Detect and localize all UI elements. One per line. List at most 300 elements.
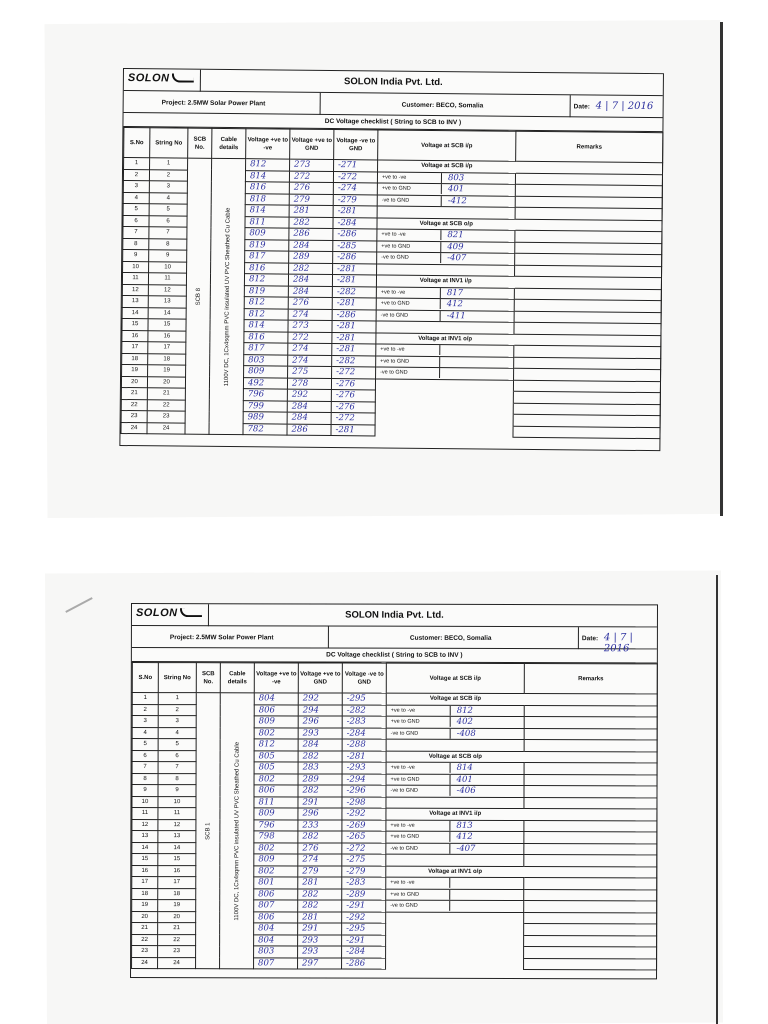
voltage-pos-gnd: 275: [288, 366, 332, 378]
voltage-pos-neg: 817: [245, 251, 289, 263]
serial-no: 19: [132, 900, 158, 912]
serial-no: 1: [124, 158, 150, 170]
measurement-pair: [386, 786, 523, 796]
measurement-cell: [386, 877, 524, 889]
serial-no: 23: [121, 410, 147, 422]
measurement-value: -408: [456, 728, 476, 739]
column-header: Voltage +ve to GND: [298, 663, 342, 693]
voltage-neg-gnd: -293: [342, 762, 386, 774]
string-no: 5: [149, 204, 187, 216]
string-no: 8: [149, 238, 187, 250]
remarks-cell: [524, 832, 657, 844]
measurement-label: +ve to -ve: [378, 172, 442, 183]
measurement-value: 401: [447, 184, 465, 195]
string-no: 17: [158, 877, 196, 889]
measurement-cell: [377, 252, 515, 265]
cable-details-cell: [220, 693, 255, 969]
checklist-title: DC Voltage checklist ( String to SCB to INV ): [324, 117, 462, 127]
remarks-cell: [524, 717, 657, 729]
remarks-cell: [524, 786, 657, 798]
column-header: Cable details: [212, 128, 246, 158]
voltage-neg-gnd: -281: [333, 263, 377, 275]
string-no: 12: [148, 284, 186, 296]
measurement-cell: [377, 171, 515, 184]
string-no: 14: [148, 307, 186, 319]
voltage-neg-gnd: -279: [333, 194, 377, 206]
checklist-title-row: [132, 648, 657, 663]
string-no: 23: [158, 946, 196, 958]
remarks-cell: [524, 947, 657, 959]
measurement-pair: [386, 832, 523, 842]
voltage-pos-gnd: 281: [298, 911, 342, 923]
section-title: Voltage at SCB o/p: [386, 751, 524, 763]
measurement-pair: [387, 717, 524, 727]
string-no: 8: [158, 773, 196, 785]
string-no: 6: [158, 750, 196, 762]
serial-no: 9: [132, 785, 158, 797]
string-no: 12: [158, 819, 196, 831]
empty-cell: [386, 739, 524, 751]
voltage-neg-gnd: -288: [342, 739, 386, 751]
section-title: Voltage at INV1 o/p: [376, 332, 514, 345]
voltage-pos-gnd: 293: [298, 934, 342, 946]
voltage-pos-neg: 804: [254, 693, 298, 705]
measurement-value: 803: [447, 172, 465, 184]
empty-cell: [386, 912, 524, 924]
voltage-pos-neg: 782: [243, 423, 287, 435]
voltage-neg-gnd: -281: [332, 321, 376, 333]
voltage-neg-gnd: -281: [332, 344, 376, 356]
measurement-label: -ve to GND: [377, 310, 441, 321]
remarks-cell: [524, 751, 657, 763]
voltage-neg-gnd: -283: [342, 877, 386, 889]
measurement-cell: [377, 194, 515, 207]
column-header: Voltage at SCB i/p: [378, 130, 516, 161]
remarks-cell: [524, 878, 657, 890]
voltage-neg-gnd: -276: [331, 401, 375, 413]
remarks-cell: [524, 843, 657, 855]
serial-no: 14: [122, 307, 148, 319]
column-header: SCB No.: [188, 128, 212, 158]
string-no: 24: [158, 957, 196, 969]
checklist-sheet-scb8: [119, 68, 664, 451]
voltage-pos-gnd: 284: [289, 240, 333, 252]
string-no: 4: [158, 727, 196, 739]
voltage-neg-gnd: -286: [333, 252, 377, 264]
column-header: Remarks: [524, 664, 657, 694]
measurement-value: -411: [446, 310, 466, 322]
measurement-value: 813: [456, 820, 473, 831]
section-title: Voltage at SCB i/p: [378, 160, 516, 173]
remarks-cell: [524, 901, 657, 913]
measurement-value: -407: [447, 253, 467, 264]
voltage-pos-neg: 804: [254, 923, 298, 935]
string-no: 7: [158, 762, 196, 774]
remarks-cell: [513, 426, 660, 439]
voltage-pos-gnd: 276: [289, 182, 333, 194]
cable-details-cell: [209, 158, 246, 434]
voltage-pos-gnd: 293: [298, 946, 342, 958]
voltage-pos-gnd: 291: [298, 796, 342, 808]
voltage-pos-gnd: 274: [288, 343, 332, 355]
serial-no: 11: [122, 273, 148, 285]
string-no: 16: [148, 330, 186, 342]
voltage-pos-neg: 812: [244, 297, 288, 309]
serial-no: 18: [132, 888, 158, 900]
measurement-label: +ve to -ve: [377, 287, 441, 298]
measurement-cell: [386, 831, 524, 843]
string-no: 4: [149, 192, 187, 204]
serial-no: 8: [132, 773, 158, 785]
voltage-pos-gnd: 282: [289, 217, 333, 229]
voltage-pos-gnd: 279: [298, 865, 342, 877]
voltage-pos-gnd: 274: [288, 355, 332, 367]
measurement-cell: [386, 820, 524, 832]
voltage-pos-gnd: 296: [298, 808, 342, 820]
voltage-pos-gnd: 284: [288, 274, 332, 286]
voltage-pos-neg: 812: [244, 308, 288, 320]
voltage-pos-gnd: 296: [298, 716, 342, 728]
string-no: 20: [147, 376, 185, 388]
scb-number: SCB 1: [204, 822, 211, 840]
serial-no: 13: [132, 831, 158, 843]
measurement-label: +ve to -ve: [376, 345, 440, 356]
measurement-cell: [377, 183, 515, 196]
voltage-pos-neg: 802: [254, 865, 298, 877]
measurement-cell: [386, 728, 524, 740]
company-header: [132, 604, 657, 627]
measurement-label: +ve to GND: [386, 832, 450, 842]
serial-no: 2: [132, 704, 158, 716]
empty-cell: [386, 923, 524, 935]
company-name: SOLON India Pvt. Ltd.: [345, 609, 444, 621]
measurement-pair: [386, 901, 523, 911]
voltage-neg-gnd: -276: [331, 378, 375, 390]
voltage-pos-gnd: 233: [298, 819, 342, 831]
empty-cell: [386, 797, 524, 809]
voltage-pos-gnd: 286: [289, 228, 333, 240]
section-title: Voltage at SCB o/p: [377, 217, 515, 230]
voltage-pos-gnd: 273: [288, 320, 332, 332]
measurement-cell: [386, 762, 524, 774]
voltage-pos-neg: 989: [243, 412, 287, 424]
measurement-label: +ve to GND: [387, 717, 451, 727]
measurement-pair: [377, 253, 514, 264]
voltage-pos-neg: 801: [254, 877, 298, 889]
voltage-pos-gnd: 281: [298, 877, 342, 889]
measurement-pair: [378, 195, 515, 206]
measurement-cell: [376, 344, 514, 357]
voltage-pos-gnd: 279: [289, 194, 333, 206]
string-no: 19: [148, 365, 186, 377]
voltage-pos-gnd: 282: [298, 888, 342, 900]
remarks-cell: [524, 763, 657, 775]
column-header: SCB No.: [196, 663, 220, 693]
measurement-cell: [376, 309, 514, 322]
section-title: Voltage at SCB i/p: [386, 693, 524, 705]
serial-no: 4: [123, 192, 149, 204]
voltage-neg-gnd: -286: [333, 229, 377, 241]
measurement-label: -ve to GND: [377, 253, 441, 264]
measurement-pair: [377, 241, 514, 252]
divider: [570, 95, 571, 117]
string-no: 10: [158, 796, 196, 808]
voltage-pos-gnd: 276: [288, 297, 332, 309]
voltage-pos-gnd: 282: [289, 263, 333, 275]
voltage-pos-neg: 818: [245, 193, 289, 205]
string-no: 18: [158, 888, 196, 900]
measurement-pair: [387, 763, 524, 773]
remarks-cell: [524, 774, 657, 786]
date-label: Date:: [573, 103, 590, 111]
voltage-neg-gnd: -281: [342, 751, 386, 763]
measurement-label: +ve to -ve: [387, 763, 451, 773]
voltage-neg-gnd: -279: [342, 866, 386, 878]
column-header: S.No: [124, 128, 150, 158]
voltage-neg-gnd: -281: [332, 275, 376, 287]
measurement-value: [450, 901, 523, 911]
measurement-pair: [377, 310, 514, 321]
measurement-value: -407: [456, 843, 476, 854]
serial-no: 22: [121, 399, 147, 411]
voltage-neg-gnd: -289: [342, 889, 386, 901]
voltage-pos-neg: 817: [244, 343, 288, 355]
serial-no: 1: [132, 693, 158, 705]
serial-no: 15: [122, 319, 148, 331]
voltage-neg-gnd: -285: [333, 240, 377, 252]
voltage-neg-gnd: -282: [342, 705, 386, 717]
voltage-pos-gnd: 272: [288, 332, 332, 344]
measurement-pair: [386, 843, 523, 853]
measurement-value: 402: [456, 717, 473, 728]
voltage-neg-gnd: -295: [342, 923, 386, 935]
measurement-cell: [386, 785, 524, 797]
customer-name: Customer: BECO, Somalia: [409, 634, 492, 642]
measurement-label: -ve to GND: [386, 843, 450, 853]
measurement-label: -ve to GND: [376, 368, 440, 379]
measurement-cell: [377, 229, 515, 242]
voltage-neg-gnd: -271: [334, 160, 378, 172]
voltage-neg-gnd: -284: [342, 728, 386, 740]
brand-name: SOLON: [135, 607, 178, 620]
serial-no: 8: [123, 238, 149, 250]
voltage-pos-neg: 492: [243, 377, 287, 389]
string-no: 22: [158, 934, 196, 946]
string-no: 15: [158, 854, 196, 866]
voltage-neg-gnd: -284: [333, 217, 377, 229]
voltage-pos-neg: 812: [254, 739, 298, 751]
measurement-cell: [377, 240, 515, 253]
voltage-neg-gnd: -275: [342, 854, 386, 866]
company-name: SOLON India Pvt. Ltd.: [343, 76, 443, 89]
measurement-label: +ve to GND: [376, 356, 440, 367]
voltage-pos-neg: 819: [245, 239, 289, 251]
serial-no: 3: [132, 716, 158, 728]
measurement-value: -406: [456, 786, 476, 797]
voltage-pos-neg: 807: [254, 900, 298, 912]
voltage-pos-neg: 819: [244, 285, 288, 297]
voltage-pos-neg: 796: [243, 389, 287, 401]
divider: [328, 627, 329, 649]
measurement-label: -ve to GND: [386, 786, 450, 796]
voltage-pos-gnd: 284: [287, 401, 331, 413]
string-no: 21: [158, 923, 196, 935]
column-header: Voltage +ve to -ve: [246, 129, 290, 159]
project-name: Project: 2.5MW Solar Power Plant: [161, 99, 266, 108]
voltage-neg-gnd: -292: [342, 808, 386, 820]
scb-number-cell: [196, 693, 221, 969]
voltage-neg-gnd: -281: [331, 424, 375, 436]
measurement-label: -ve to GND: [378, 195, 442, 206]
measurement-cell: [386, 889, 524, 901]
serial-no: 6: [123, 215, 149, 227]
serial-no: 11: [132, 808, 158, 820]
string-no: 11: [158, 808, 196, 820]
measurement-value: [450, 878, 523, 888]
measurement-pair: [376, 356, 513, 367]
remarks-cell: [524, 705, 657, 717]
remarks-cell: [524, 694, 657, 706]
measurement-value: 814: [456, 763, 473, 774]
column-header: S.No: [132, 663, 158, 693]
string-no: 23: [147, 411, 185, 423]
voltage-neg-gnd: -272: [342, 843, 386, 855]
measurement-pair: [376, 368, 513, 379]
measurement-pair: [387, 774, 524, 784]
measurement-cell: [376, 286, 514, 299]
measurement-pair: [377, 287, 514, 298]
serial-no: 9: [123, 250, 149, 262]
voltage-neg-gnd: -281: [332, 332, 376, 344]
measurement-cell: [386, 900, 524, 912]
voltage-pos-neg: 809: [254, 716, 298, 728]
voltage-pos-gnd: 282: [298, 900, 342, 912]
voltage-pos-neg: 812: [244, 274, 288, 286]
serial-no: 12: [122, 284, 148, 296]
measurement-pair: [378, 184, 515, 195]
measurement-value: 412: [456, 832, 473, 843]
measurement-pair: [378, 172, 515, 183]
measurement-label: -ve to GND: [387, 728, 451, 738]
voltage-pos-neg: 803: [244, 354, 288, 366]
section-title: Voltage at INV1 i/p: [376, 275, 514, 288]
voltage-pos-gnd: 286: [287, 424, 331, 436]
voltage-pos-neg: 796: [254, 819, 298, 831]
remarks-cell: [524, 740, 657, 752]
measurement-pair: [377, 230, 514, 241]
string-no: 3: [149, 181, 187, 193]
voltage-pos-neg: 809: [244, 366, 288, 378]
serial-no: 16: [132, 865, 158, 877]
measurement-value: -412: [447, 195, 467, 207]
voltage-pos-neg: 812: [246, 159, 290, 171]
serial-no: 4: [132, 727, 158, 739]
serial-no: 15: [132, 854, 158, 866]
column-header: String No: [158, 663, 196, 693]
voltage-pos-gnd: 293: [298, 727, 342, 739]
voltage-pos-gnd: 282: [298, 831, 342, 843]
date-label: Date:: [581, 635, 599, 643]
remarks-cell: [524, 889, 657, 901]
serial-no: 10: [123, 261, 149, 273]
serial-no: 2: [123, 169, 149, 181]
serial-no: 13: [122, 296, 148, 308]
scb-number: SCB 8: [195, 287, 202, 305]
string-no: 1: [150, 158, 188, 170]
remarks-cell: [524, 866, 657, 878]
voltage-pos-neg: 811: [245, 216, 289, 228]
string-no: 9: [149, 250, 187, 262]
voltage-neg-gnd: -276: [331, 390, 375, 402]
measurement-value: 812: [456, 705, 473, 716]
string-no: 21: [147, 388, 185, 400]
measurement-pair: [386, 878, 523, 888]
measurement-cell: [376, 367, 514, 380]
voltage-neg-gnd: -283: [342, 716, 386, 728]
voltage-pos-gnd: 273: [290, 159, 334, 171]
voltage-pos-gnd: 289: [289, 251, 333, 263]
column-header: Voltage -ve to GND: [334, 130, 378, 160]
voltage-neg-gnd: -292: [342, 912, 386, 924]
voltage-pos-gnd: 274: [288, 309, 332, 321]
serial-no: 7: [123, 227, 149, 239]
column-header: Voltage +ve to GND: [290, 129, 334, 159]
empty-cell: [386, 958, 524, 970]
string-no: 18: [148, 353, 186, 365]
serial-no: 14: [132, 842, 158, 854]
voltage-table: [131, 662, 658, 970]
remarks-cell: [524, 728, 657, 740]
string-no: 13: [148, 296, 186, 308]
voltage-neg-gnd: -291: [342, 935, 386, 947]
voltage-pos-neg: 809: [254, 854, 298, 866]
string-no: 9: [158, 785, 196, 797]
string-no: 16: [158, 865, 196, 877]
header-row: [132, 663, 657, 694]
string-no: 14: [158, 842, 196, 854]
remarks-cell: [524, 924, 657, 936]
measurement-label: +ve to -ve: [386, 820, 450, 830]
measurement-cell: [386, 774, 524, 786]
divider: [208, 604, 209, 626]
voltage-pos-gnd: 282: [298, 785, 342, 797]
measurement-value: [450, 890, 523, 900]
voltage-neg-gnd: -298: [342, 797, 386, 809]
voltage-neg-gnd: -282: [332, 286, 376, 298]
string-no: 6: [149, 215, 187, 227]
voltage-pos-gnd: 284: [287, 412, 331, 424]
remarks-cell: [524, 797, 657, 809]
remarks-cell: [524, 935, 657, 947]
voltage-neg-gnd: -296: [342, 785, 386, 797]
voltage-pos-gnd: 294: [298, 704, 342, 716]
column-header: Remarks: [516, 131, 663, 162]
serial-no: 3: [123, 181, 149, 193]
voltage-pos-gnd: 282: [298, 750, 342, 762]
date-value: 4 | 7 | 2016: [595, 100, 654, 113]
voltage-pos-gnd: 284: [288, 286, 332, 298]
voltage-table: [120, 127, 663, 439]
voltage-neg-gnd: -295: [342, 693, 386, 705]
voltage-pos-neg: 806: [254, 704, 298, 716]
voltage-neg-gnd: -269: [342, 820, 386, 832]
measurement-cell: [376, 355, 514, 368]
serial-no: 17: [122, 342, 148, 354]
voltage-pos-neg: 805: [254, 762, 298, 774]
voltage-neg-gnd: -265: [342, 831, 386, 843]
voltage-pos-gnd: 291: [298, 923, 342, 935]
remarks-cell: [524, 820, 657, 832]
